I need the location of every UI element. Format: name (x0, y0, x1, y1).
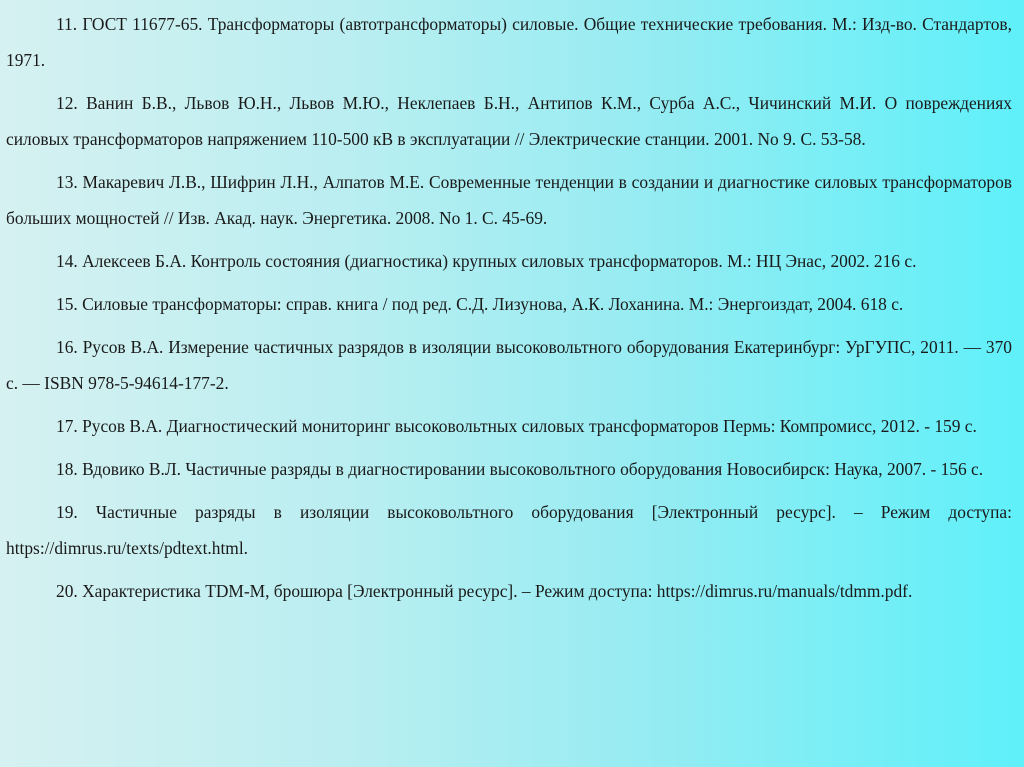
reference-item-18: 18. Вдовико В.Л. Частичные разряды в диагностировании высоковольтного оборудования Новосибирск: Наука, 2007. - 156 с. (56, 459, 984, 479)
reference-item-13: 13. Макаревич Л.В., Шифрин Л.Н., Алпатов М.Е. Современные тенденции в создании и диагностике силовых трансформаторов больших мощностей // Изв. Акад. наук. Энергетика. 2008. No 1. С. 45-69. (6, 172, 1012, 228)
reference-item-16: 16. Русов В.А. Измерение частичных разрядов в изоляции высоковольтного оборудования Екатеринбург: УрГУПС, 2011. — 370 с. — ISBN 978-5-94614-177-2. (6, 337, 1012, 393)
reference-item-19: 19. Частичные разряды в изоляции высоковольтного оборудования [Электронный ресурс]. – Режим доступа: https://dimrus.ru/texts/pdtext.html. (6, 502, 1012, 558)
reference-item-20: 20. Характеристика TDM-M, брошюра [Электронный ресурс]. – Режим доступа: https://dimrus.ru/manuals/tdmm.pdf. (56, 581, 913, 601)
reference-item-12: 12. Ванин Б.В., Львов Ю.Н., Львов М.Ю., Неклепаев Б.Н., Антипов К.М., Сурба А.С., Чичинский М.И. О повреждениях силовых трансформаторов напряжением 110-500 кВ в эксплуатации // Электрические станции. 2001. No 9. С. 53-58. (6, 93, 1012, 149)
reference-item-17: 17. Русов В.А. Диагностический мониторинг высоковольтных силовых трансформаторов Пермь: Компромисс, 2012. - 159 с. (56, 416, 977, 436)
reference-item-15: 15. Силовые трансформаторы: справ. книга / под ред. С.Д. Лизунова, А.К. Лоханина. М.: Энергоиздат, 2004. 618 с. (56, 294, 904, 314)
reference-item-14: 14. Алексеев Б.А. Контроль состояния (диагностика) крупных силовых трансформаторов. М.: НЦ Энас, 2002. 216 с. (56, 251, 917, 271)
reference-list (6, 6, 1012, 616)
reference-item-11: 11. ГОСТ 11677-65. Трансформаторы (автотрансформаторы) силовые. Общие технические требования. М.: Изд-во. Стандартов, 1971. (6, 14, 1012, 70)
